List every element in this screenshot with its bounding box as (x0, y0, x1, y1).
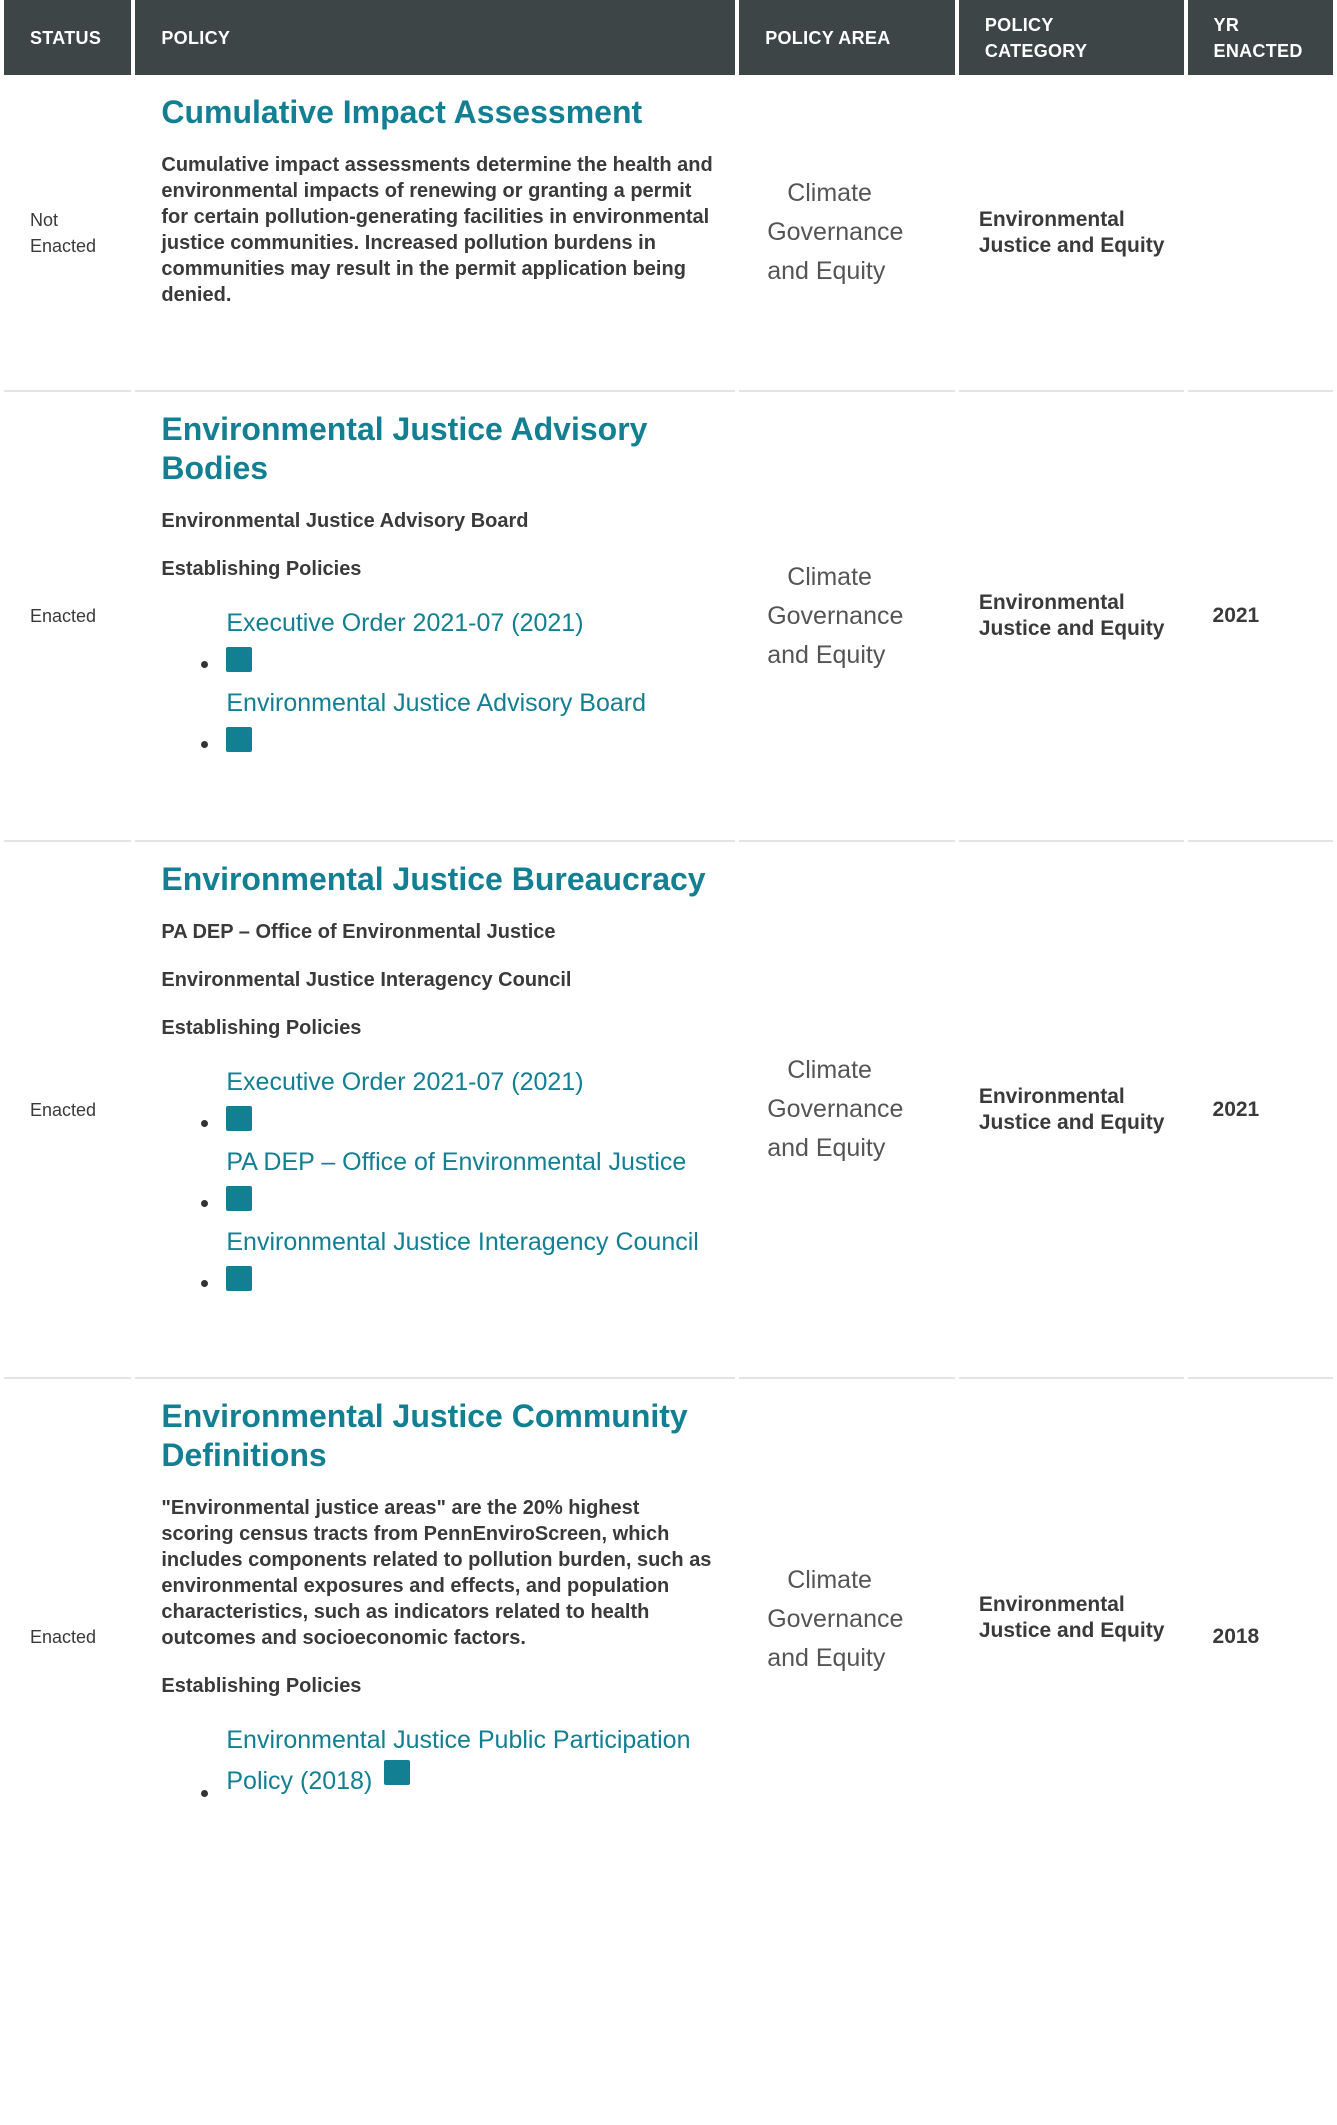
area-line2: Governance (767, 218, 904, 246)
table-row (4, 842, 1333, 1379)
status-line2: Enacted (30, 235, 97, 256)
bullet-icon (201, 1120, 208, 1127)
list-item (161, 604, 715, 672)
status-cell (4, 75, 131, 392)
list-item (161, 1721, 715, 1801)
policy-area-cell (739, 75, 955, 392)
bullet-icon (201, 741, 208, 748)
policy-title[interactable]: Environmental Justice Community Definitions (161, 1398, 688, 1473)
document-icon[interactable] (226, 1186, 252, 1211)
area-line3: and Equity (767, 640, 886, 669)
document-icon[interactable] (384, 1760, 410, 1785)
bullet-icon (201, 1790, 208, 1797)
document-icon[interactable] (226, 1266, 252, 1291)
policy-link[interactable]: PA DEP – Office of Environmental Justice (226, 1148, 687, 1176)
document-icon[interactable] (226, 727, 252, 752)
document-icon[interactable] (226, 1106, 252, 1131)
header-yr-line1: YR (1213, 14, 1240, 35)
policy-cell (135, 842, 735, 1379)
policy-link[interactable]: Executive Order 2021-07 (2021) (226, 1068, 584, 1096)
year-enacted-cell: 2021 (1188, 842, 1333, 1379)
policy-title[interactable]: Cumulative Impact Assessment (161, 94, 643, 130)
list-item (161, 684, 715, 752)
table-row (4, 75, 1333, 392)
policy-title[interactable]: Environmental Justice Advisory Bodies (161, 411, 648, 486)
policy-description: "Environmental justice areas" are the 20% highest scoring census tracts from PennEnviroScreen, which includes components related to pollution burden, such as environmental exposures and effects, and population characteristics, such as indicators related to health outcomes and socioeconomic factors. (161, 1497, 712, 1649)
area-line2: Governance (767, 1095, 904, 1123)
bullet-icon (201, 1280, 208, 1287)
header-category-line2: CATEGORY (984, 40, 1088, 61)
policy-area-cell (739, 1379, 955, 2125)
year-enacted-cell: 2018 (1212, 1625, 1260, 1648)
policy-link[interactable]: Executive Order 2021-07 (2021) (226, 609, 584, 637)
document-icon[interactable] (226, 647, 252, 672)
policy-subheading: Environmental Justice Interagency Council (161, 969, 572, 991)
area-line2: Governance (767, 601, 904, 630)
policy-link[interactable]: Environmental Justice Advisory Board (226, 689, 647, 717)
year-enacted-cell (1188, 75, 1333, 392)
header-yr-enacted[interactable] (1188, 0, 1333, 75)
header-status[interactable]: STATUS (4, 0, 131, 75)
header-yr-line2: ENACTED (1213, 40, 1303, 61)
table-header (4, 0, 1333, 75)
policy-category-cell: Environmental Justice and Equity (959, 842, 1184, 1379)
header-policy-area[interactable]: POLICY AREA (739, 0, 955, 75)
policy-subheading: PA DEP – Office of Environmental Justice (161, 921, 556, 943)
table-row (4, 392, 1333, 842)
area-line1: Climate (787, 562, 872, 591)
list-item (161, 1063, 715, 1131)
policy-cell (135, 1379, 735, 2125)
area-line3: and Equity (767, 1644, 886, 1672)
policy-cell (135, 392, 735, 842)
header-row (4, 0, 1333, 75)
list-item (161, 1223, 715, 1291)
policy-area-cell (739, 842, 955, 1379)
header-policy[interactable]: POLICY (135, 0, 735, 75)
policy-cell (135, 75, 735, 392)
header-policy-category[interactable] (959, 0, 1184, 75)
area-line1: Climate (787, 179, 872, 207)
list-item (161, 1143, 715, 1211)
area-line1: Climate (787, 1056, 872, 1084)
bullet-icon (201, 661, 208, 668)
policy-links-list (161, 604, 715, 752)
establishing-policies-label: Establishing Policies (161, 558, 362, 580)
establishing-policies-label: Establishing Policies (161, 1017, 362, 1039)
table-row (4, 1379, 1333, 2125)
policy-title[interactable]: Environmental Justice Bureaucracy (161, 861, 706, 897)
policy-link[interactable]: Environmental Justice Interagency Council (226, 1228, 699, 1256)
area-line1: Climate (787, 1566, 872, 1594)
area-line2: Governance (767, 1605, 904, 1633)
area-line3: and Equity (767, 1134, 886, 1162)
policy-link[interactable]: Environmental Justice Public Participation Policy (2018) (226, 1726, 691, 1795)
status-cell: Enacted (4, 392, 131, 842)
bullet-icon (201, 1200, 208, 1207)
area-line3: and Equity (767, 257, 886, 285)
policy-links-list (161, 1063, 715, 1291)
policy-category-cell: Environmental Justice and Equity (959, 392, 1184, 842)
header-category-line1: POLICY (984, 14, 1054, 35)
status-line1: Not (30, 209, 59, 230)
policy-category-cell: Environmental Justice and Equity (959, 75, 1184, 392)
establishing-policies-label: Establishing Policies (161, 1675, 362, 1697)
policy-description: Cumulative impact assessments determine the health and environmental impacts of renewing or granting a permit for certain pollution-generating facilities in environmental justice communities. Increased pollution burdens in communities may result in the permit application being denied. (161, 154, 713, 306)
year-enacted-cell: 2021 (1188, 392, 1333, 842)
policy-category-cell: Environmental Justice and Equity (978, 1593, 1165, 1642)
policy-area-cell (739, 392, 955, 842)
status-cell: Enacted (4, 842, 131, 1379)
policy-subheading: Environmental Justice Advisory Board (161, 510, 529, 532)
policy-links-list (161, 1721, 715, 1801)
status-cell: Enacted (30, 1627, 97, 1647)
